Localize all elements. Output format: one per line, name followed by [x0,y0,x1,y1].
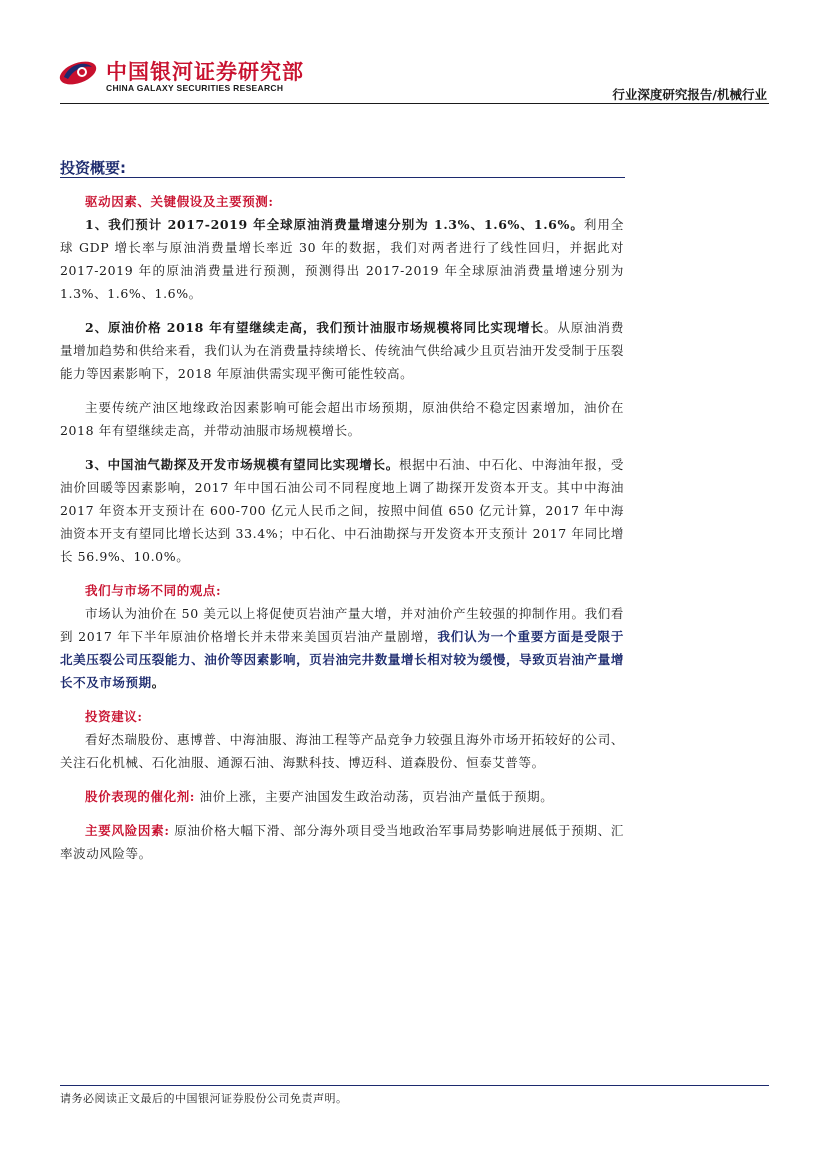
drivers-paragraph-1 [60,213,624,305]
drivers-heading [60,190,624,213]
risks-label: 主要风险因素: [85,823,170,838]
drivers-paragraph-3 [60,396,624,442]
drivers-p3-body: 主要传统产油区地缘政治因素影响可能会超出市场预期，原油供给不稳定因素增加，油价在 2018 年有望继续走高，并带动油服市场规模增长。 [60,400,624,438]
different-view-plain: 市场认为油价在 50 美元以上将促使页岩油产量大增，并对油价产生较强的抑制作用。我们看到 2017 年下半年原油价格增长并未带来美国页岩油产量剧增， [60,606,624,644]
summary-content [60,190,624,876]
drivers-paragraph-4 [60,453,624,568]
risks-body: 原油价格大幅下滑、部分海外项目受当地政治军事局势影响进展低于预期、汇率波动风险等。 [60,823,624,861]
section-divider [60,177,625,178]
drivers-p1-body: 利用全球 GDP 增长率与原油消费量增长率近 30 年的数据，我们对两者进行了线性回归，并据此对 2017-2019 年的原油消费量进行预测，预测得出 2017-2019 年全球原油消费量增速分别为 1.3%、1.6%、1.6%。 [60,217,624,301]
report-type: 行业深度研究报告/机械行业 [612,87,767,102]
logo-english-text: CHINA GALAXY SECURITIES RESEARCH [106,83,284,93]
drivers-heading-text: 驱动因素、关键假设及主要预测: [85,194,274,209]
different-view-emphasis: 我们认为一个重要方面是受限于北美压裂公司压裂能力、油价等因素影响，页岩油完井数量增长相对较为缓慢，导致页岩油产量增长不及市场预期 [60,629,625,690]
drivers-p4-body: 根据中石油、中石化、中海油年报，受油价回暖等因素影响，2017 年中国石油公司不同程度地上调了勘探开发资本开支。其中中海油 2017 年资本开支预计在 600-700 亿元人民币之间，按照中间值 650 亿元计算，2017 年中海油资本开支有望同比增长达到 33.4%；中石化、中石油勘探与开发资本开支预计 2017 年同比增长 56.9%、10.0%。 [60,457,624,564]
catalyst-paragraph [60,785,624,808]
drivers-p1-lead: 1、我们预计 2017-2019 年全球原油消费量增速分别为 1.3%、1.6%、1.6%。 [85,217,584,232]
risks-paragraph [60,819,624,865]
footer-divider [60,1085,769,1086]
investment-advice-paragraph [60,728,624,774]
header-divider [60,103,769,104]
drivers-p4-lead: 3、中国油气勘探及开发市场规模有望同比实现增长。 [85,457,400,472]
investment-advice-body: 看好杰瑞股份、惠博普、中海油服、海油工程等产品竞争力较强且海外市场开拓较好的公司、关注石化机械、石化油服、通源石油、海默科技、博迈科、道森股份、恒泰艾普等。 [60,732,624,770]
drivers-p2-lead: 2、原油价格 2018 年有望继续走高，我们预计油服市场规模将同比实现增长 [85,320,544,335]
catalyst-label: 股价表现的催化剂: [85,789,196,804]
footer-disclaimer: 请务必阅读正文最后的中国银河证券股份公司免责声明。 [60,1092,348,1105]
company-logo [58,55,358,95]
investment-advice-heading-text: 投资建议: [85,709,143,724]
catalyst-body: 油价上涨，主要产油国发生政治动荡，页岩油产量低于预期。 [199,789,554,804]
logo-chinese-text: 中国银河证券研究部 [106,60,304,84]
section-title: 投资概要: [60,159,126,177]
drivers-paragraph-2 [60,316,624,385]
different-view-heading-text: 我们与市场不同的观点: [85,583,222,598]
investment-advice-heading [60,705,624,728]
different-view-heading [60,579,624,602]
galaxy-logo-icon [58,57,98,89]
different-view-paragraph: 市场认为油价在 50 美元以上将促使页岩油产量大增，并对油价产生较强的抑制作用。我们看到 2017 年下半年原油价格增长并未带来美国页岩油产量剧增，我们认为一个重要方面是受限于北美压裂公司压裂能力、油价等因素影响，页岩油完井数量增长相对较为缓慢，导致页岩油产量增长不及市场预期。 [60,606,625,690]
drivers-p2-body: 。从原油消费量增加趋势和供给来看，我们认为在消费量持续增长、传统油气供给减少且页岩油开发受制于压裂能力等因素影响下，2018 年原油供需实现平衡可能性较高。 [60,320,624,381]
